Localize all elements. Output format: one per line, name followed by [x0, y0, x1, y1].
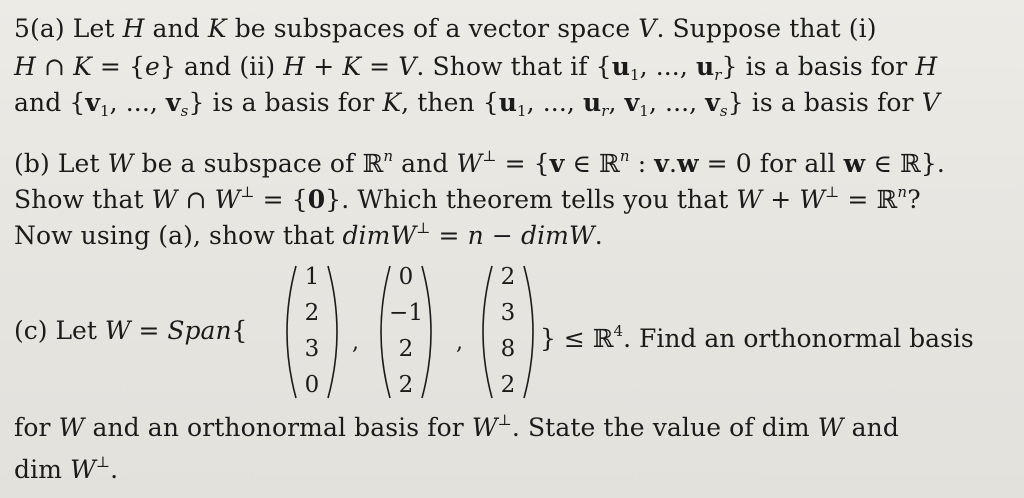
var-K: K — [342, 52, 362, 81]
vector-entry: 1 — [304, 264, 320, 290]
text: − — [483, 221, 521, 250]
text: and — [393, 149, 457, 178]
vector-entry: 2 — [500, 372, 516, 398]
subscript: 1 — [100, 102, 110, 120]
perp-symbol: ⊥ — [497, 411, 512, 429]
text: = — [361, 52, 399, 81]
text: = 0 for all — [698, 149, 844, 178]
brace-open: { — [231, 316, 248, 345]
vector-entry: 3 — [500, 300, 516, 326]
part-a-line-2 — [14, 52, 937, 90]
vec-v: v — [85, 88, 101, 117]
vec-v: v — [705, 88, 720, 117]
var-V: V — [638, 14, 657, 43]
vec-w: w — [843, 149, 866, 178]
var-K: K — [207, 14, 227, 43]
part-c-tail — [540, 316, 974, 354]
text: , then { — [401, 88, 499, 117]
span-text: Span — [167, 316, 232, 345]
text: ∈ ℝ}. — [865, 149, 945, 178]
text: . — [110, 455, 119, 484]
text: } and (ii) — [159, 52, 284, 81]
subscript: r — [714, 66, 722, 84]
var-W: W — [736, 185, 763, 214]
var-H: H — [915, 52, 938, 81]
perp-symbol: ⊥ — [95, 453, 111, 471]
text: : — [629, 149, 655, 178]
subscript: s — [719, 102, 728, 120]
vector-entry: 0 — [304, 372, 320, 398]
vec-v: v — [654, 149, 669, 178]
text: dim — [14, 455, 71, 484]
text: } is a basis for — [727, 88, 922, 117]
var-W: W — [151, 185, 178, 214]
vec-w: w — [676, 149, 699, 178]
part-c-line-2 — [14, 405, 899, 443]
superscript: n — [619, 147, 630, 165]
text: . Suppose that (i) — [656, 14, 877, 43]
subscript: s — [180, 102, 189, 120]
text: ? — [907, 185, 921, 214]
superscript: n — [897, 183, 908, 201]
var-e: e — [145, 52, 160, 81]
text: and — [843, 413, 899, 442]
text: , ..., — [639, 52, 696, 81]
text: and an orthonormal basis for — [84, 413, 472, 442]
text: Now using (a), show that — [14, 221, 343, 250]
part-c-row — [14, 262, 1014, 402]
superscript: n — [383, 147, 394, 165]
vector-entry: 2 — [398, 372, 414, 398]
text: . Find an orthonormal basis — [623, 324, 974, 353]
text: , ..., — [526, 88, 583, 117]
vec-u: u — [611, 52, 630, 81]
vec-u: u — [582, 88, 602, 117]
column-vector-1 — [282, 262, 342, 402]
vector-entry: 8 — [500, 336, 516, 362]
subscript: r — [601, 102, 609, 120]
text: = ℝ — [839, 185, 898, 214]
text: . — [668, 149, 677, 178]
vector-entry: 2 — [304, 300, 320, 326]
text: = — [430, 221, 468, 250]
vec-v: v — [166, 88, 181, 117]
perp-symbol: ⊥ — [825, 183, 840, 201]
text: } is a basis for — [188, 88, 383, 117]
vector-entry: 2 — [500, 264, 516, 290]
vector-entry: 3 — [304, 336, 320, 362]
var-K: K — [73, 52, 92, 81]
text: }. Which theorem tells you that — [325, 185, 737, 214]
var-H: H — [14, 52, 36, 81]
text: = { — [91, 52, 145, 81]
var-W: W — [456, 149, 483, 178]
symbol-cap: ∩ — [177, 185, 215, 214]
vec-v: v — [624, 88, 640, 117]
text: . State the value of dim — [511, 413, 818, 442]
column-vector-2 — [376, 262, 436, 402]
vector-entry: 0 — [398, 264, 414, 290]
text: 5(a) Let — [14, 14, 123, 43]
dim-w: dimW — [342, 221, 417, 250]
part-c-label — [14, 316, 247, 346]
var-W: W — [107, 149, 134, 178]
symbol-cap: ∩ — [35, 52, 74, 81]
part-b-line-2 — [14, 177, 921, 215]
symbol-plus: + — [762, 185, 800, 214]
part-a-line-1 — [14, 14, 877, 44]
var-W: W — [817, 413, 844, 442]
var-W: W — [104, 316, 131, 345]
part-c-line-3 — [14, 447, 118, 485]
comma: , — [456, 330, 463, 355]
var-H: H — [283, 52, 306, 81]
part-a-line-3 — [14, 88, 940, 126]
perp-symbol: ⊥ — [416, 219, 431, 237]
text: ∈ ℝ — [564, 149, 620, 178]
var-n: n — [467, 221, 484, 250]
text: . Show that if { — [416, 52, 612, 81]
text: and { — [14, 88, 86, 117]
perp-symbol: ⊥ — [482, 147, 497, 165]
symbol-plus: + — [305, 52, 343, 81]
text: (c) Let — [14, 316, 105, 345]
text: and — [144, 14, 208, 43]
text: } ≤ ℝ — [540, 324, 614, 353]
zero-vector: 0 — [307, 185, 326, 214]
var-V: V — [398, 52, 417, 81]
comma: , — [352, 330, 359, 355]
text: = { — [254, 185, 308, 214]
subscript: 1 — [639, 102, 649, 120]
text: } is a basis for — [721, 52, 916, 81]
var-K: K — [382, 88, 402, 117]
superscript: 4 — [613, 322, 624, 340]
var-W: W — [70, 455, 96, 484]
var-W: W — [214, 185, 241, 214]
text: = — [130, 316, 168, 345]
vector-entry: −1 — [389, 300, 423, 326]
var-W: W — [799, 185, 826, 214]
text: , ..., — [109, 88, 166, 117]
part-b-line-1 — [14, 141, 945, 179]
column-vector-3 — [478, 262, 538, 402]
subscript: 1 — [629, 66, 640, 84]
perp-symbol: ⊥ — [240, 183, 255, 201]
text: , ..., — [648, 88, 706, 117]
dim-w: dimW — [520, 221, 595, 250]
var-W: W — [471, 413, 498, 442]
text: Show that — [14, 185, 152, 214]
text: = { — [496, 149, 550, 178]
text: (b) Let — [14, 149, 108, 178]
vec-u: u — [695, 52, 715, 81]
var-H: H — [122, 14, 145, 43]
var-V: V — [921, 88, 940, 117]
var-W: W — [58, 413, 85, 442]
vec-u: u — [498, 88, 517, 117]
text: be a subspace of ℝ — [133, 149, 384, 178]
text: , — [608, 88, 625, 117]
text: be subspaces of a vector space — [226, 14, 639, 43]
subscript: 1 — [517, 102, 527, 120]
vector-entry: 2 — [398, 336, 414, 362]
vec-v: v — [549, 149, 565, 178]
text: . — [594, 221, 603, 250]
text: for — [14, 413, 59, 442]
part-b-line-3 — [14, 213, 603, 251]
